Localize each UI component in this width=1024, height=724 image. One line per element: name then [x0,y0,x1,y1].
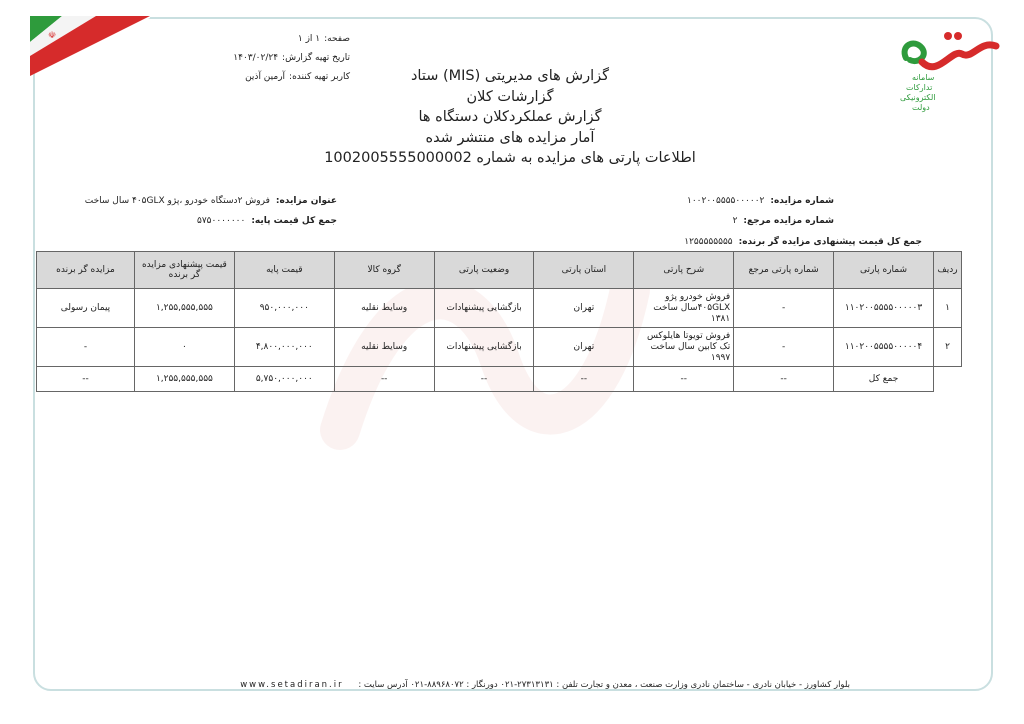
table-cell: تهران [534,289,634,328]
winner-bid-total-field [684,237,922,247]
table-cell: -- [334,367,434,392]
table-cell: - [37,328,135,367]
table-cell: پیمان رسولی [37,289,135,328]
table-row [37,328,962,367]
prepared-by: آرمین آذین [245,72,286,82]
reference-number-label: شماره مزایده مرجع: [743,216,834,226]
logo-line-1: سامانه [912,73,935,82]
table-cell: -- [634,367,734,392]
table-row [37,289,962,328]
col-header: وضعیت پارتی [434,252,534,289]
auction-title-field [85,196,337,206]
page-label: صفحه: [324,34,350,44]
table-cell: -- [734,367,834,392]
col-header: قیمت پایه [234,252,334,289]
col-header: مزایده گر برنده [37,252,135,289]
auction-number-label: شماره مزایده: [770,196,834,206]
auction-number-field [687,196,834,206]
title-line-5: اطلاعات پارتی های مزایده به شماره 1002005555000002 [324,150,696,166]
empty-cell [934,367,962,392]
table-cell: وسایط نقلیه [334,328,434,367]
report-date-label: تاریخ تهیه گزارش: [282,53,350,63]
table-cell: - [734,289,834,328]
footer [180,680,850,690]
title-line-1: گزارش های مدیریتی (MIS) ستاد [410,68,610,84]
iran-flag-icon [30,16,150,76]
col-header: قیمت پیشنهادی مزایده گر برنده [134,252,234,289]
table-cell: -- [434,367,534,392]
table-cell: وسایط نقلیه [334,289,434,328]
sum-row [37,367,962,392]
title-line-2: گزارشات کلان [466,88,554,105]
table-header-row [37,252,962,289]
sum-label: جمع کل [834,367,934,392]
logo-line-2: تدارکات [906,83,933,92]
table-cell: ۱ [934,289,962,328]
table-cell: - [734,328,834,367]
table-cell: ۵,۷۵۰,۰۰۰,۰۰۰ [234,367,334,392]
footer-website-link[interactable]: www.setadiran.ir [240,680,344,690]
col-header: شماره پارتی [834,252,934,289]
table-cell: ۱۱۰۲۰۰۵۵۵۵۰۰۰۰۰۴ [834,328,934,367]
svg-text:☫: ☫ [48,31,57,41]
title-line-4: آمار مزایده های منتشر شده [425,129,595,146]
reference-number: ۲ [732,216,738,226]
table-cell: -- [37,367,135,392]
reference-number-field [733,216,834,226]
base-price-total: ۵۷۵۰۰۰۰۰۰۰ [196,216,246,226]
prepared-by-label: کاربر تهیه کننده: [289,72,350,82]
table-cell: ۲ [934,328,962,367]
base-price-total-field [197,216,337,226]
table-cell: فروش تویوتا هایلوکس تک کابین سال ساخت ۱۹۹۷ [634,328,734,367]
title-line-3: گزارش عملکردکلان دستگاه ها [418,109,602,125]
logo-line-4: دولت [912,103,930,112]
page-value: ۱ از ۱ [297,34,321,44]
col-header: ردیف [934,252,962,289]
footer-address: بلوار کشاورز - خیابان نادری - ساختمان نادری وزارت صنعت ، معدن و تجارت تلفن : ۲۷۳۱۳۱۳۱-۰۲۱ دورنگار : ۸۸۹۶۸۰۷۲-۰۲۱ آدرس سایت : [358,680,850,690]
table-cell: تهران [534,328,634,367]
col-header: شرح پارتی [634,252,734,289]
auction-title: فروش ۲دستگاه خودرو ،پژو ۴۰۵GLX سال ساخت [84,196,270,206]
table-cell: ۴,۸۰۰,۰۰۰,۰۰۰ [234,328,334,367]
table-cell: ۱۱۰۲۰۰۵۵۵۵۰۰۰۰۰۳ [834,289,934,328]
setad-logo [892,18,1002,114]
table-cell: ۱,۲۵۵,۵۵۵,۵۵۵ [134,367,234,392]
report-date: ۱۴۰۳/۰۲/۲۴ [233,53,279,63]
table-cell: -- [534,367,634,392]
col-header: شماره پارتی مرجع [734,252,834,289]
table-cell: بازگشایی پیشنهادات [434,289,534,328]
col-header: استان پارتی [534,252,634,289]
col-header: گروه کالا [334,252,434,289]
base-price-total-label: جمع کل قیمت پایه: [251,216,337,226]
logo-line-3: الکترونیکی [900,93,936,102]
table-cell: فروش خودرو پژو ۴۰۵GLXسال ساخت ۱۳۸۱ [634,289,734,328]
report-titles [280,66,740,169]
auction-title-label: عنوان مزایده: [275,196,337,206]
table-cell: بازگشایی پیشنهادات [434,328,534,367]
lots-table [36,251,962,392]
table-cell: ۰ [134,328,234,367]
winner-bid-total-label: جمع کل قیمت پیشنهادی مزایده گر برنده: [738,237,922,247]
table-cell: ۱,۲۵۵,۵۵۵,۵۵۵ [134,289,234,328]
winner-bid-total: ۱۲۵۵۵۵۵۵۵۵ [684,237,733,247]
table-cell: ۹۵۰,۰۰۰,۰۰۰ [234,289,334,328]
auction-number: ۱۰۰۲۰۰۵۵۵۵۰۰۰۰۰۲ [687,196,765,206]
